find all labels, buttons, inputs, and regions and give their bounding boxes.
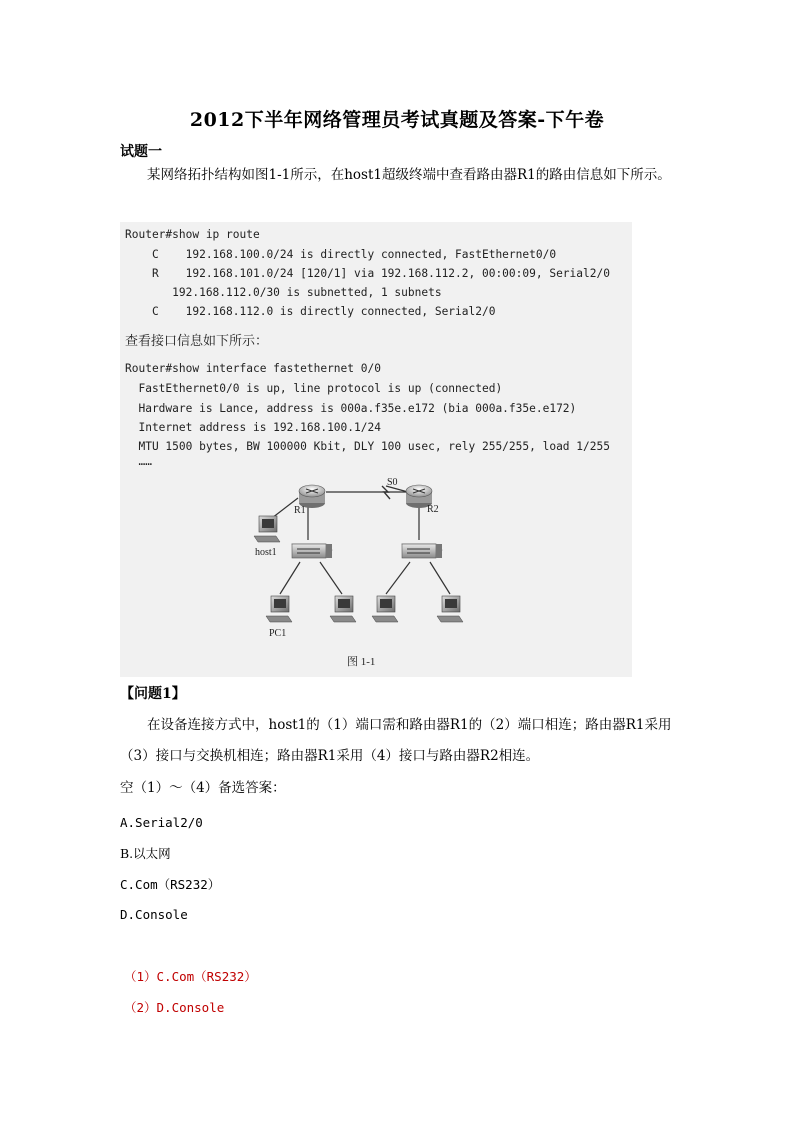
answer-2: （2）D.Console (124, 1000, 225, 1015)
iface-line: Internet address is 192.168.100.1/24 (125, 421, 381, 434)
question-body: 在设备连接方式中，host1的（1）端口需和路由器R1的（2）端口相连；路由器R1采用（3）接口与交换机相连；路由器R1采用（4）接口与路由器R2相连。 (120, 717, 672, 764)
question-heading: 【问题1】 (120, 686, 186, 702)
options-intro: 空（1）～（4）备选答案： (120, 780, 286, 796)
iface-line: MTU 1500 bytes, BW 100000 Kbit, DLY 100 usec, rely 255/255, load 1/255 (125, 440, 610, 453)
label-host1: host1 (255, 547, 277, 558)
figure-caption: 图 1-1 (347, 656, 376, 668)
label-r2: R2 (427, 504, 439, 515)
answer-1: （1）C.Com（RS232） (124, 969, 257, 984)
route-line: C 192.168.112.0 is directly connected, Serial2/0 (125, 305, 496, 318)
link-switch1-pc1 (280, 562, 300, 594)
figure-1-1 (120, 222, 632, 677)
iface-line: Router#show interface fastethernet 0/0 (125, 362, 381, 375)
route-line: R 192.168.101.0/24 [120/1] via 192.168.112.2, 00:00:09, Serial2/0 (125, 267, 610, 280)
computer-icon (437, 596, 463, 622)
switch-icon (402, 544, 442, 558)
label-s0: S0 (387, 477, 398, 488)
route-line: Router#show ip route (125, 228, 260, 241)
option-a: A.Serial2/0 (120, 815, 203, 830)
label-r1: R1 (294, 505, 306, 516)
iface-line: FastEthernet0/0 is up, line protocol is up (connected) (125, 382, 503, 395)
option-b: B.以太网 (120, 846, 171, 861)
link-switch2-pc4 (430, 562, 450, 594)
option-c: C.Com（RS232） (120, 877, 221, 892)
iface-caption: 查看接口信息如下所示： (125, 334, 269, 349)
page-title: 2012下半年网络管理员考试真题及答案-下午卷 (189, 109, 605, 131)
route-line: C 192.168.100.0/24 is directly connected, FastEthernet0/0 (125, 248, 557, 261)
computer-icon (254, 516, 280, 542)
computer-icon (330, 596, 356, 622)
computer-icon (266, 596, 292, 622)
label-pc1: PC1 (269, 628, 287, 639)
option-d: D.Console (120, 907, 188, 922)
intro-paragraph: 某网络拓扑结构如图1-1所示，在host1超级终端中查看路由器R1的路由信息如下所示。 (147, 167, 671, 183)
computer-icon (372, 596, 398, 622)
iface-line: Hardware is Lance, address is 000a.f35e.e172 (bia 000a.f35e.e172) (125, 402, 577, 415)
section-heading: 试题一 (120, 144, 162, 160)
iface-line: …… (125, 455, 152, 468)
link-switch1-pc2 (320, 562, 342, 594)
route-line: 192.168.112.0/30 is subnetted, 1 subnets (125, 286, 442, 299)
switch-icon (292, 544, 332, 558)
link-switch2-pc3 (386, 562, 410, 594)
network-topology-diagram (120, 222, 632, 677)
